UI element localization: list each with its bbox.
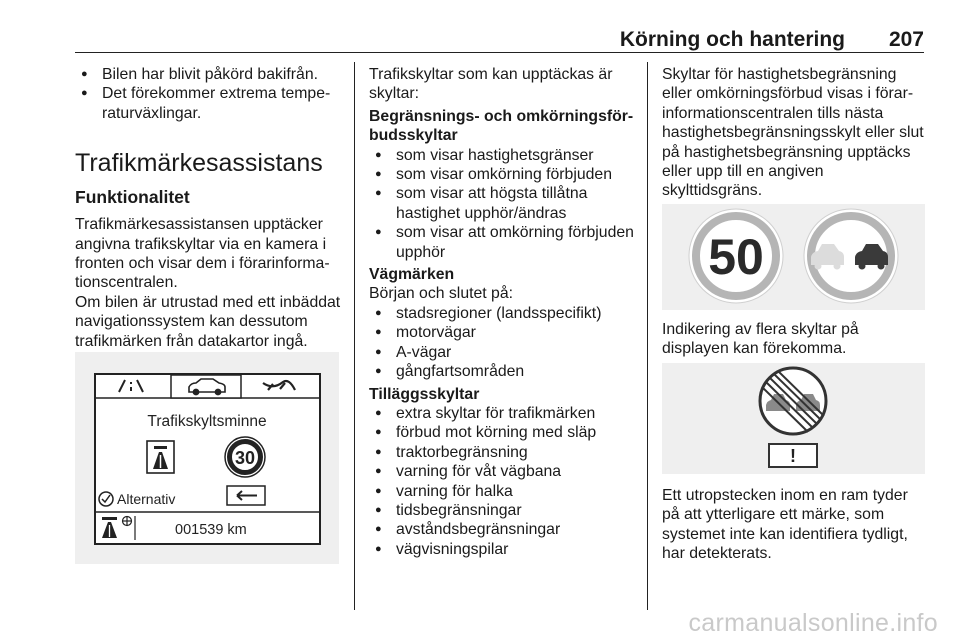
list-item: ● som visar omkörning förbjuden [369, 165, 641, 184]
column-divider-2 [647, 62, 648, 610]
speed-limit-value: 30 [234, 448, 256, 468]
list-item: ● Bilen har blivit påkörd bakifrån. [75, 65, 345, 84]
column-divider-1 [354, 62, 355, 610]
unidentified-sign-icon [769, 444, 817, 467]
paragraph: Indikering av flera skyltar på displayen kan förekomma. [662, 321, 859, 358]
column-3 [662, 65, 927, 201]
list-item: ● avståndsbegränsningar [369, 520, 641, 539]
paragraph: Början och slutet på: [369, 285, 514, 303]
list-item: ● som visar att omkörning förbjuden upphör [369, 223, 641, 262]
column-3-bottom [662, 486, 927, 564]
header-rule [75, 52, 924, 53]
display-menu-title: Trafikskyltsminne [147, 413, 267, 430]
list-item: ● A-vägar [369, 343, 641, 362]
paragraph: Ett utropstecken inom en ram tyder på att ytterligare ett märke, som systemet inte kan identifiera tydligt, har detekterats. [662, 487, 908, 563]
no-overtaking-icon [804, 209, 898, 303]
list-item: ● som visar hastighetsgränser [369, 146, 641, 165]
list-item: ● gångfartsområden [369, 362, 641, 381]
speed-limit-50-icon [689, 209, 783, 303]
column-1 [75, 65, 345, 351]
list-item: ● motorvägar [369, 323, 641, 342]
odometer-value: 001539 km [175, 522, 247, 538]
display-frame [95, 374, 320, 544]
chapter-title: Körning och hantering [619, 28, 845, 51]
column-3-middle [662, 320, 927, 359]
motorway-sign-icon [147, 441, 174, 473]
end-no-overtaking-icon [760, 368, 826, 434]
watermark: carmanualsonline.info [688, 609, 938, 637]
list-item: ● extra skyltar för trafikmärken [369, 404, 641, 423]
speed-limit-value: 50 [708, 229, 764, 285]
paragraph: Trafikmärkesassistansen upptäcker angivna trafikskyltar via en kamera i fronten och visar dem i förarinformationscentralen. [75, 216, 330, 292]
subsection-heading: Funktionalitet [75, 187, 190, 208]
paragraph: Trafikskyltar som kan upptäckas är skyltar: [369, 66, 613, 103]
group-title: Tilläggsskyltar [369, 385, 480, 403]
speed-limit-30-icon [225, 437, 265, 477]
paragraph: Skyltar för hastighetsbegränsning eller omkörningsförbud visas i förarinformationscentralen tills nästa hastighetsbegränsningsskylt eller slut på hastighetsbegränsning upptäcks eller upp till en angiven skylttidsgräns. [662, 66, 924, 200]
paragraph: Om bilen är utrustad med ett inbäddat navigationssystem kan dessutom trafikmärken från datakartor ingå. [75, 293, 341, 350]
list-item: ● förbud mot körning med släp [369, 423, 641, 442]
list-item: ● stadsregioner (landsspecifikt) [369, 304, 641, 323]
list-item: ● tidsbegränsningar [369, 501, 641, 520]
exclamation-mark: ! [790, 446, 796, 466]
page-number: 207 [888, 28, 924, 51]
alternatives-label: Alternativ [117, 491, 176, 507]
list-item: ● som visar att högsta tillåtna hastighet upphör/ändras [369, 184, 641, 223]
section-heading: Trafikmärkesassistans [75, 149, 323, 178]
group-title: Vägmärken [369, 266, 455, 284]
back-arrow-button [227, 486, 265, 505]
list-item: ● Det förekommer extrema temperaturväxlingar. [75, 84, 345, 123]
list-item: ● vägvisningspilar [369, 540, 641, 559]
column-2 [369, 65, 641, 559]
list-item: ● varning för halka [369, 482, 641, 501]
info-display-illustration [75, 352, 339, 564]
group-title: Begränsnings- och omkörningsförbudsskyltar [369, 107, 634, 145]
list-item: ● traktorbegränsning [369, 443, 641, 462]
end-of-no-overtaking-illustration [662, 363, 925, 474]
list-item: ● varning för våt vägbana [369, 462, 641, 481]
signs-illustration [662, 204, 925, 310]
